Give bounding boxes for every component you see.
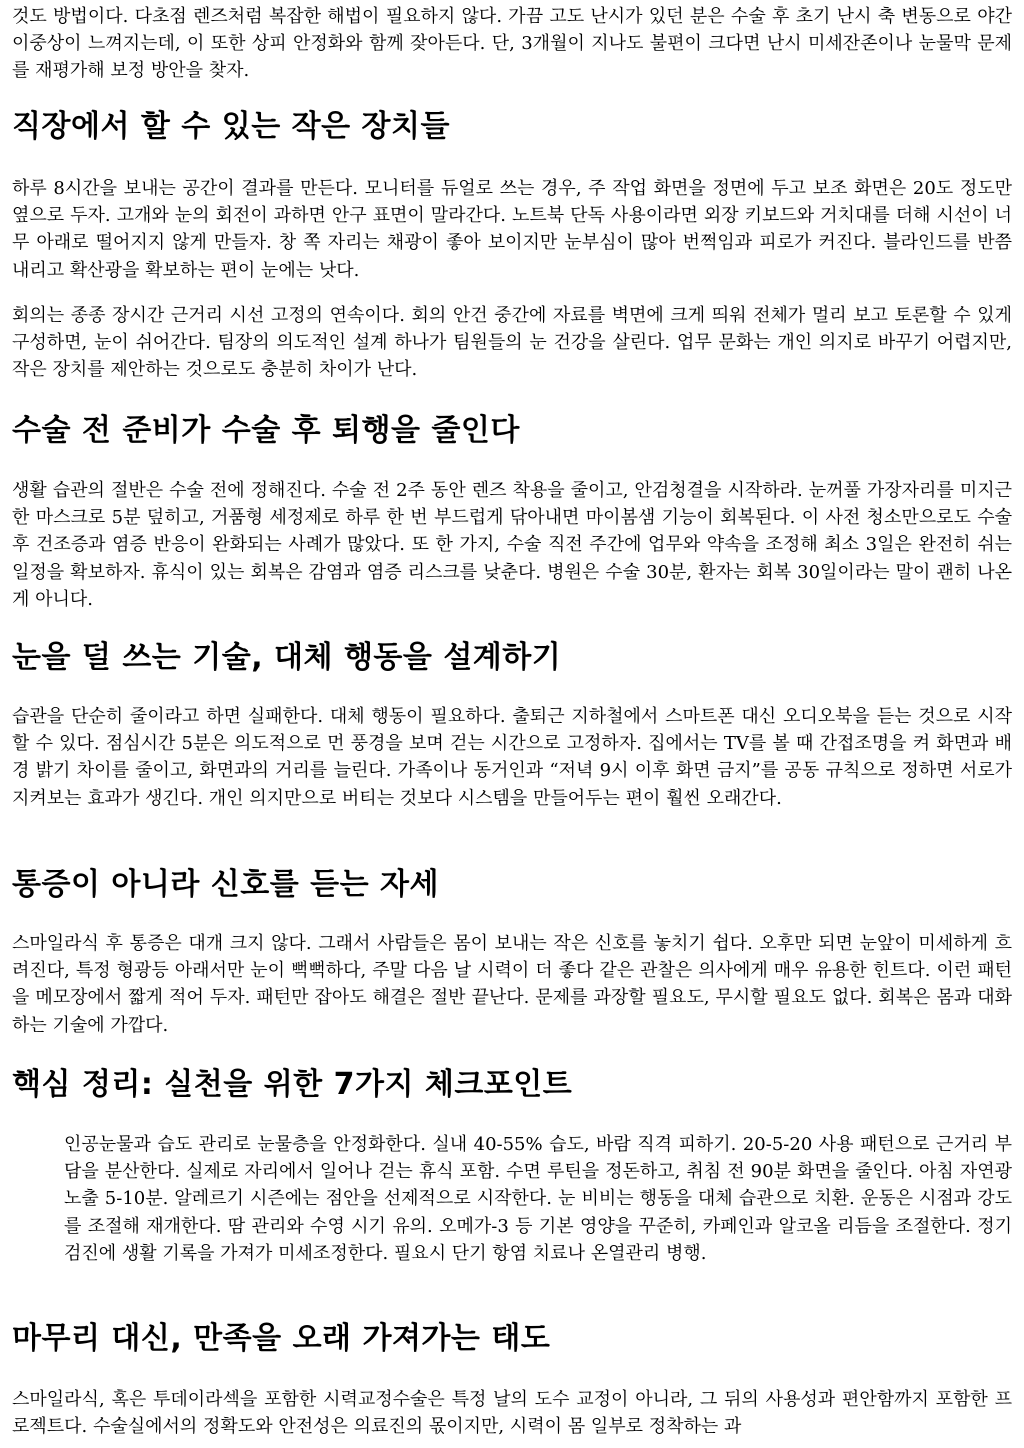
intro-paragraph: 것도 방법이다. 다초점 렌즈처럼 복잡한 해법이 필요하지 않다. 가끔 고도 난시가 있던 분은 수술 후 초기 난시 축 변동으로 야간 이중상이 느껴지는데, 이 또한 상피 안정화와 함께 잦아든다. 단, 3개월이 지나도 불편이 크다면 난시 미세잔존이나 눈물막 문제를 재평가해 보정 방안을 찾자. (12, 6, 1012, 82)
section-paragraph: 생활 습관의 절반은 수술 전에 정해진다. 수술 전 2주 동안 렌즈 착용을 줄이고, 안검청결을 시작하라. 눈꺼풀 가장자리를 미지근한 마스크로 5분 덮히고, 거품형 세정제로 하루 한 번 부드럽게 닦아내면 마이봄샘 기능이 회복된다. 이 사전 청소만으로도 수술 후 건조증과 염증 반응이 완화되는 사례가 많았다. 또 한 가지, 수술 직전 주간에 업무와 약속을 조정해 최소 3일은 완전히 쉬는 일정을 확보하자. 휴식이 있는 회복은 감염과 염증 리스크를 낮춘다. 병원은 수술 30분, 환자는 회복 30일이라는 말이 괜히 나온 게 아니다. (12, 480, 1012, 610)
section-heading-preparation: 수술 전 준비가 수술 후 퇴행을 줄인다 (12, 413, 520, 448)
section-heading-alternative-behavior: 눈을 덜 쓰는 기술, 대체 행동을 설계하기 (12, 640, 562, 675)
section-heading-closing: 마무리 대신, 만족을 오래 가져가는 태도 (12, 1321, 551, 1356)
section-heading-workplace: 직장에서 할 수 있는 작은 장치들 (12, 109, 450, 144)
section-paragraph: 회의는 종종 장시간 근거리 시선 고정의 연속이다. 회의 안건 중간에 자료를 벽면에 크게 띄워 전체가 멀리 보고 토론할 수 있게 구성하면, 눈이 쉬어간다. 팀장의 의도적인 설계 하나가 팀원들의 눈 건강을 살린다. 업무 문화는 개인 의지로 바꾸기 어렵지만, 작은 장치를 제안하는 것으로도 충분히 차이가 난다. (12, 305, 1012, 381)
section-paragraph: 습관을 단순히 줄이라고 하면 실패한다. 대체 행동이 필요하다. 출퇴근 지하철에서 스마트폰 대신 오디오북을 듣는 것으로 시작할 수 있다. 점심시간 5분은 의도적으로 먼 풍경을 보며 걷는 시간으로 고정하자. 집에서는 TV를 볼 때 간접조명을 켜 화면과 배경 밝기 차이를 줄이고, 화면과의 거리를 늘린다. 가족이나 동거인과 “저녁 9시 이후 화면 금지”를 공동 규칙으로 정하면 서로가 지켜보는 효과가 생긴다. 개인 의지만으로 버티는 것보다 시스템을 만들어두는 편이 훨씬 오래간다. (12, 706, 1012, 809)
checkpoints-paragraph: 인공눈물과 습도 관리로 눈물층을 안정화한다. 실내 40-55% 습도, 바람 직격 피하기. 20-5-20 사용 패턴으로 근거리 부담을 분산한다. 실제로 자리에서 일어나 걷는 휴식 포함. 수면 루틴을 정돈하고, 취침 전 90분 화면을 줄인다. 아침 자연광 노출 5-10분. 알레르기 시즌에는 점안을 선제적으로 시작한다. 눈 비비는 행동을 대체 습관으로 치환. 운동은 시점과 강도를 조절해 재개한다. 땀 관리와 수영 시기 유의. 오메가-3 등 기본 영양을 꾸준히, 카페인과 알코올 리듬을 조절한다. 정기검진에 생활 기록을 가져가 미세조정한다. 필요시 단기 항염 치료나 온열관리 병행. (64, 1134, 1012, 1264)
section-paragraph: 스마일라식, 혹은 투데이라섹을 포함한 시력교정수술은 특정 날의 도수 교정이 아니라, 그 뒤의 사용성과 편안함까지 포함한 프로젝트다. 수술실에서의 정확도와 안전성은 의료진의 몫이지만, 시력이 몸 일부로 정착하는 과 (12, 1389, 1012, 1438)
section-paragraph: 스마일라식 후 통증은 대개 크지 않다. 그래서 사람들은 몸이 보내는 작은 신호를 놓치기 쉽다. 오후만 되면 눈앞이 미세하게 흐려진다, 특정 형광등 아래서만 눈이 뻑뻑하다, 주말 다음 날 시력이 더 좋다 같은 관찰은 의사에게 매우 유용한 힌트다. 이런 패턴을 메모장에서 짧게 적어 두자. 패턴만 잡아도 해결은 절반 끝난다. 문제를 과장할 필요도, 무시할 필요도 없다. 회복은 몸과 대화하는 기술에 가깝다. (12, 933, 1012, 1036)
section-heading-listening-signals: 통증이 아니라 신호를 듣는 자세 (12, 867, 440, 902)
section-heading-checkpoints: 핵심 정리: 실천을 위한 7가지 체크포인트 (12, 1067, 573, 1102)
section-paragraph: 하루 8시간을 보내는 공간이 결과를 만든다. 모니터를 듀얼로 쓰는 경우, 주 작업 화면을 정면에 두고 보조 화면은 20도 정도만 옆으로 두자. 고개와 눈의 회전이 과하면 안구 표면이 말라간다. 노트북 단독 사용이라면 외장 키보드와 거치대를 더해 시선이 너무 아래로 떨어지지 않게 만들자. 창 쪽 자리는 채광이 좋아 보이지만 눈부심이 많아 번쩍임과 피로가 커진다. 블라인드를 반쯤 내리고 확산광을 확보하는 편이 눈에는 낫다. (12, 178, 1012, 281)
